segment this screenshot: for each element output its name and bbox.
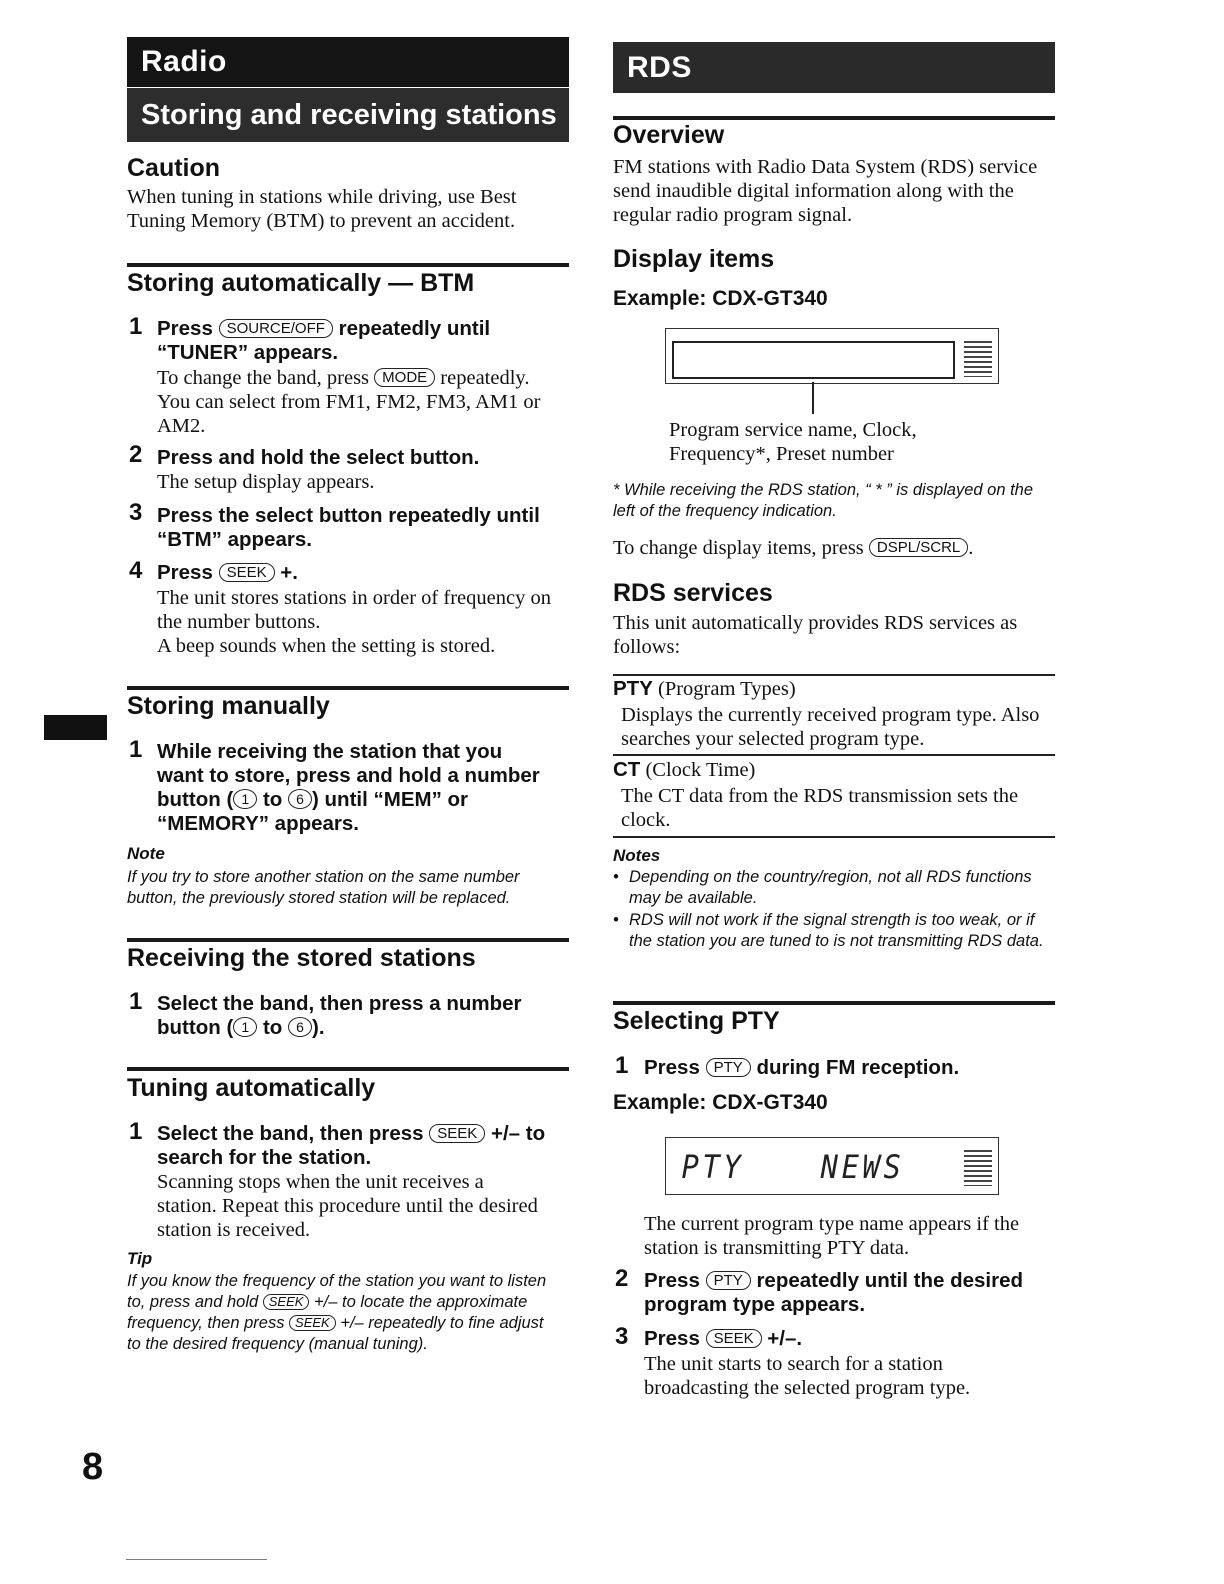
table-rule: [613, 754, 1055, 756]
lcd-pty-text: PTY: [681, 1148, 745, 1186]
step-title: Press and hold the select button.: [157, 446, 480, 469]
tip-text: If you know the frequency of the station you want to listen to, press and hold SEEK +/– to locate the approximate frequency, then press SEEK +/– repeatedly to fine adjust to the desired frequency (manual tuning).: [127, 1272, 547, 1353]
service-term: PTY (Program Types): [613, 677, 796, 700]
lcd-text-area: [672, 341, 955, 379]
service-term: CT (Clock Time): [613, 758, 756, 781]
footer-line: [126, 1559, 267, 1560]
rds-services-text: This unit automatically provides RDS services as follows:: [613, 612, 1018, 658]
step-title: Press the select button repeatedly until “BTM” appears.: [157, 504, 540, 551]
step-text: A beep sounds when the setting is stored.: [157, 635, 496, 657]
step-number: 3: [129, 499, 143, 526]
btm-heading: Storing automatically — BTM: [127, 269, 475, 297]
section-rule: [127, 263, 569, 267]
manual-heading: Storing manually: [127, 692, 330, 720]
seek-key: SEEK: [429, 1124, 485, 1143]
section-rule: [127, 1067, 569, 1071]
caution-heading: Caution: [127, 154, 221, 182]
step-title: Press PTY during FM reception.: [644, 1056, 960, 1079]
band-title: Radio: [141, 45, 227, 78]
table-rule: [613, 836, 1055, 838]
note-item: • RDS will not work if the signal strength is too weak, or if the station you are tuned to is not transmitting RDS data.: [613, 911, 1044, 950]
section-rule: [127, 686, 569, 690]
lcd-indicator-icon: [964, 341, 992, 377]
overview-heading: Overview: [613, 121, 725, 149]
step-title: Press SEEK +/–.: [644, 1327, 803, 1350]
seek-key: SEEK: [263, 1294, 310, 1310]
step-title: Select the band, then press a number button ( 1 to 6 ).: [157, 992, 522, 1039]
lcd-news-text: NEWS: [820, 1148, 905, 1186]
number-key-1: 1: [233, 789, 257, 809]
step-text: Scanning stops when the unit receives a station. Repeat this procedure until the desired station is received.: [157, 1171, 538, 1241]
lcd-pty-illustration: [665, 1137, 999, 1195]
step-number: 1: [129, 988, 143, 1015]
display-items-heading: Display items: [613, 245, 775, 273]
caution-text: When tuning in stations while driving, use Best Tuning Memory (BTM) to prevent an accident.: [127, 186, 517, 232]
page-number: 8: [82, 1446, 104, 1488]
seek-key: SEEK: [219, 563, 275, 582]
service-desc: Displays the currently received program type. Also searches your selected program type.: [621, 704, 1040, 750]
note-label: Note: [127, 844, 165, 863]
pty-key: PTY: [706, 1271, 751, 1290]
tip-label: Tip: [127, 1249, 153, 1268]
seek-key: SEEK: [289, 1315, 336, 1331]
pty-key: PTY: [706, 1058, 751, 1077]
tuning-heading: Tuning automatically: [127, 1074, 376, 1102]
display-caption: Program service name, Clock, Frequency*, Preset number: [669, 419, 917, 465]
band-subtitle: Storing and receiving stations: [141, 99, 557, 131]
step-title: Select the band, then press SEEK +/– to search for the station.: [157, 1122, 546, 1169]
step-title: Press PTY repeatedly until the desired program type appears.: [644, 1269, 1024, 1316]
step-number: 3: [615, 1323, 629, 1350]
lcd-indicator-icon: [964, 1150, 992, 1186]
dspl-scrl-key: DSPL/SCRL: [869, 538, 968, 557]
step-number: 1: [129, 313, 143, 340]
step-title: While receiving the station that you want to store, press and hold a number button ( 1 to 6 ) until “MEM” or “MEMORY” appears.: [157, 740, 540, 835]
section-band-rds: [613, 42, 1055, 93]
step-text: To change the band, press MODE repeatedly. You can select from FM1, FM2, FM3, AM1 or AM2.: [157, 367, 541, 437]
step-number: 4: [129, 557, 143, 584]
footnote: * While receiving the RDS station, “ * ” is displayed on the left of the frequency indication.: [613, 481, 1034, 520]
step-number: 1: [615, 1052, 629, 1079]
number-key-1: 1: [233, 1017, 257, 1037]
step-text: The setup display appears.: [157, 471, 375, 493]
overview-text: FM stations with Radio Data System (RDS) service send inaudible digital information along with the regular radio program signal.: [613, 156, 1038, 226]
source-off-key: SOURCE/OFF: [219, 319, 333, 338]
step-text: The unit stores stations in order of frequency on the number buttons.: [157, 587, 551, 633]
step-text: The unit starts to search for a station broadcasting the selected program type.: [644, 1353, 971, 1399]
mode-key: MODE: [374, 368, 435, 387]
lcd-display-illustration: [665, 328, 999, 384]
number-key-6: 6: [288, 789, 312, 809]
section-band-subtitle: [127, 88, 569, 142]
band-title: RDS: [627, 51, 692, 84]
seek-key: SEEK: [706, 1329, 762, 1348]
side-tab-marker: [44, 715, 107, 740]
notes-label: Notes: [613, 846, 661, 865]
section-band-radio: [127, 37, 569, 87]
section-rule: [127, 938, 569, 942]
selecting-pty-heading: Selecting PTY: [613, 1007, 780, 1035]
pty-caption: The current program type name appears if the station is transmitting PTY data.: [644, 1213, 1020, 1259]
step-title: Press SOURCE/OFF repeatedly until “TUNER” appears.: [157, 317, 491, 364]
section-rule: [613, 1001, 1055, 1005]
number-key-6: 6: [288, 1017, 312, 1037]
step-title: Press SEEK +.: [157, 561, 298, 584]
change-display-text: To change display items, press DSPL/SCRL .: [613, 537, 974, 559]
example-label: Example: CDX-GT340: [613, 287, 828, 310]
note-text: If you try to store another station on the same number button, the previously stored station will be replaced.: [127, 868, 520, 907]
service-desc: The CT data from the RDS transmission sets the clock.: [621, 785, 1019, 831]
note-item: • Depending on the country/region, not all RDS functions may be available.: [613, 868, 1032, 907]
callout-line: [812, 382, 814, 414]
step-number: 2: [129, 441, 143, 468]
rds-services-heading: RDS services: [613, 579, 773, 607]
example-label: Example: CDX-GT340: [613, 1091, 828, 1114]
step-number: 2: [615, 1265, 629, 1292]
step-number: 1: [129, 736, 143, 763]
receiving-heading: Receiving the stored stations: [127, 944, 476, 972]
step-number: 1: [129, 1118, 143, 1145]
section-rule: [613, 116, 1055, 120]
table-rule: [613, 674, 1055, 676]
